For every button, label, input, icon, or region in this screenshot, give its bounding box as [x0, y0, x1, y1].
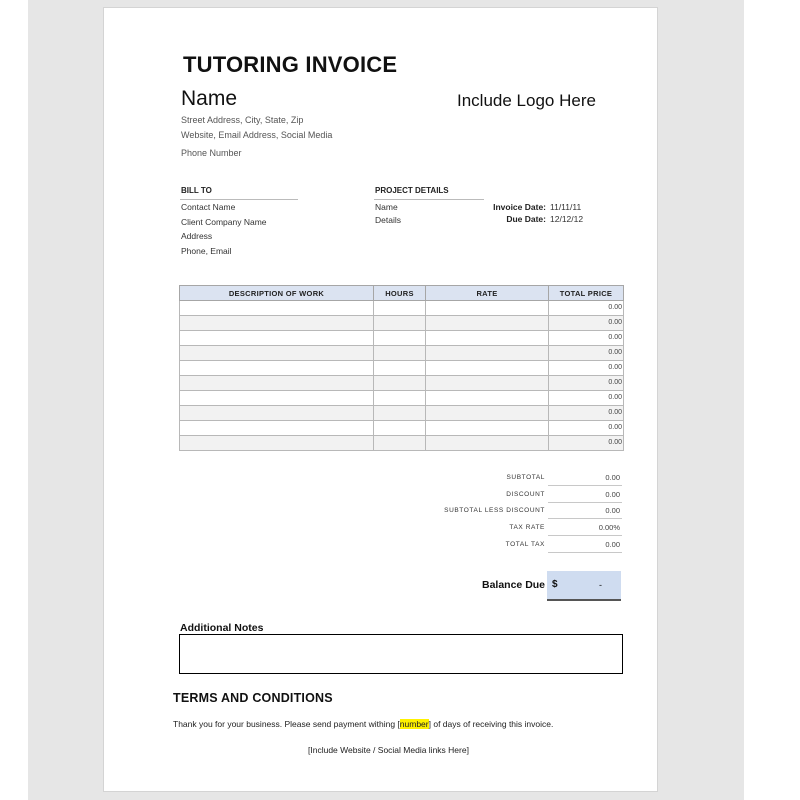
- additional-notes-heading: Additional Notes: [180, 622, 264, 634]
- row-description-cell[interactable]: [180, 331, 374, 346]
- row-total-cell[interactable]: 0.00: [549, 361, 624, 376]
- additional-notes-box[interactable]: [179, 634, 623, 674]
- website-links-placeholder[interactable]: [Include Website / Social Media links Here]: [308, 745, 469, 755]
- business-name[interactable]: Name: [181, 87, 238, 110]
- project-details[interactable]: Details: [375, 215, 401, 225]
- terms-text: [173, 719, 553, 729]
- row-total-cell[interactable]: 0.00: [549, 421, 624, 436]
- bill-to-divider: [180, 199, 298, 200]
- tax-rate-value[interactable]: 0.00%: [598, 523, 620, 532]
- project-divider: [374, 199, 484, 200]
- invoice-date-value[interactable]: 11/11/11: [550, 202, 582, 212]
- row-rate-cell[interactable]: [426, 421, 549, 436]
- row-total-cell[interactable]: 0.00: [549, 346, 624, 361]
- row-description-cell[interactable]: [180, 316, 374, 331]
- balance-currency: $: [552, 579, 558, 590]
- row-total-cell[interactable]: 0.00: [549, 316, 624, 331]
- table-header-row: [180, 286, 624, 301]
- bill-to-heading: BILL TO: [181, 186, 212, 195]
- less-line: [548, 518, 622, 519]
- row-description-cell[interactable]: [180, 391, 374, 406]
- row-hours-cell[interactable]: [374, 436, 426, 451]
- col-description: DESCRIPTION OF WORK: [180, 286, 374, 301]
- row-total-cell[interactable]: 0.00: [549, 406, 624, 421]
- table-row: [180, 376, 624, 391]
- bill-to-company[interactable]: Client Company Name: [181, 217, 267, 227]
- row-total-cell[interactable]: 0.00: [549, 436, 624, 451]
- row-hours-cell[interactable]: [374, 301, 426, 316]
- row-rate-cell[interactable]: [426, 376, 549, 391]
- row-rate-cell[interactable]: [426, 406, 549, 421]
- table-row: [180, 331, 624, 346]
- project-name[interactable]: Name: [375, 202, 398, 212]
- logo-placeholder[interactable]: Include Logo Here: [457, 91, 596, 110]
- table-row: [180, 346, 624, 361]
- balance-due-value: -: [599, 580, 602, 590]
- terms-number-highlight[interactable]: number: [399, 719, 429, 729]
- row-hours-cell[interactable]: [374, 316, 426, 331]
- row-rate-cell[interactable]: [426, 316, 549, 331]
- invoice-date-label: Invoice Date:: [493, 202, 546, 212]
- bill-to-address[interactable]: Address: [181, 231, 213, 241]
- terms-heading: TERMS AND CONDITIONS: [173, 691, 333, 705]
- subtotal-label: SUBTOTAL: [506, 474, 545, 481]
- project-details-heading: PROJECT DETAILS: [375, 186, 449, 195]
- discount-line: [548, 502, 622, 503]
- row-hours-cell[interactable]: [374, 361, 426, 376]
- subtotal-line: [548, 485, 622, 486]
- street-address[interactable]: Street Address, City, State, Zip: [181, 115, 304, 125]
- row-description-cell[interactable]: [180, 436, 374, 451]
- row-hours-cell[interactable]: [374, 331, 426, 346]
- row-description-cell[interactable]: [180, 421, 374, 436]
- tax-rate-label: TAX RATE: [509, 524, 545, 531]
- row-hours-cell[interactable]: [374, 391, 426, 406]
- discount-value[interactable]: 0.00: [605, 490, 620, 499]
- invoice-title: TUTORING INVOICE: [183, 52, 398, 77]
- subtotal-less-discount-value: 0.00: [605, 506, 620, 515]
- web-email-social[interactable]: Website, Email Address, Social Media: [181, 130, 333, 140]
- table-row: [180, 391, 624, 406]
- col-total-price: TOTAL PRICE: [549, 286, 624, 301]
- invoice-page: [103, 7, 658, 792]
- row-description-cell[interactable]: [180, 376, 374, 391]
- table-row: [180, 316, 624, 331]
- row-description-cell[interactable]: [180, 361, 374, 376]
- taxrate-line: [548, 535, 622, 536]
- subtotal-value: 0.00: [605, 473, 620, 482]
- row-rate-cell[interactable]: [426, 436, 549, 451]
- row-rate-cell[interactable]: [426, 301, 549, 316]
- row-description-cell[interactable]: [180, 346, 374, 361]
- row-total-cell[interactable]: 0.00: [549, 391, 624, 406]
- row-rate-cell[interactable]: [426, 346, 549, 361]
- due-date-label: Due Date:: [506, 214, 546, 224]
- terms-text-after: ] of days of receiving this invoice.: [428, 719, 554, 729]
- row-rate-cell[interactable]: [426, 361, 549, 376]
- table-row: [180, 301, 624, 316]
- total-tax-label: TOTAL TAX: [505, 541, 545, 548]
- phone-number[interactable]: Phone Number: [181, 148, 242, 158]
- row-hours-cell[interactable]: [374, 421, 426, 436]
- row-hours-cell[interactable]: [374, 376, 426, 391]
- terms-text-before: Thank you for your business. Please send payment withing [: [173, 719, 400, 729]
- bill-to-phone-email[interactable]: Phone, Email: [181, 246, 232, 256]
- balance-due-label: Balance Due: [482, 579, 546, 591]
- row-description-cell[interactable]: [180, 406, 374, 421]
- subtotal-less-discount-label: SUBTOTAL LESS DISCOUNT: [444, 507, 545, 514]
- line-items-table: [179, 285, 624, 451]
- table-row: [180, 406, 624, 421]
- discount-label: DISCOUNT: [506, 491, 545, 498]
- row-total-cell[interactable]: 0.00: [549, 301, 624, 316]
- row-description-cell[interactable]: [180, 301, 374, 316]
- col-rate: RATE: [426, 286, 549, 301]
- table-row: [180, 436, 624, 451]
- balance-due-box: [547, 571, 621, 601]
- row-hours-cell[interactable]: [374, 346, 426, 361]
- row-total-cell[interactable]: 0.00: [549, 331, 624, 346]
- row-rate-cell[interactable]: [426, 331, 549, 346]
- row-total-cell[interactable]: 0.00: [549, 376, 624, 391]
- due-date-value[interactable]: 12/12/12: [550, 214, 584, 224]
- totaltax-line: [548, 552, 622, 553]
- row-rate-cell[interactable]: [426, 391, 549, 406]
- row-hours-cell[interactable]: [374, 406, 426, 421]
- bill-to-contact[interactable]: Contact Name: [181, 202, 236, 212]
- table-row: [180, 421, 624, 436]
- table-row: [180, 361, 624, 376]
- col-hours: HOURS: [374, 286, 426, 301]
- total-tax-value: 0.00: [605, 540, 620, 549]
